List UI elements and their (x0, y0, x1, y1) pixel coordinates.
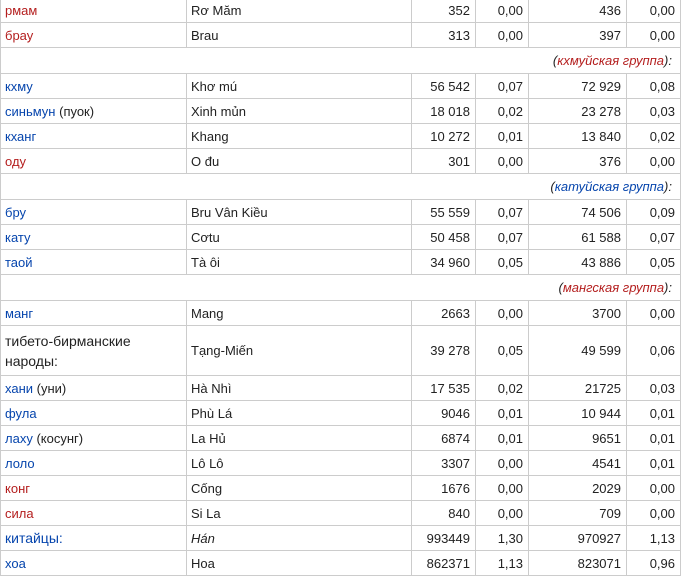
vietnamese-name-cell: Phù Lá (187, 401, 412, 426)
population-2009-cell: 3700 (529, 301, 627, 326)
percent-1999-cell: 0,05 (476, 250, 529, 275)
population-1999-cell: 9046 (412, 401, 476, 426)
population-1999-cell: 840 (412, 501, 476, 526)
table-row (1, 124, 681, 149)
group-header-cell (1, 48, 681, 74)
people-name-cell (1, 99, 187, 124)
population-2009-cell: 970927 (529, 526, 627, 551)
population-1999-cell: 10 272 (412, 124, 476, 149)
population-1999-cell: 39 278 (412, 326, 476, 376)
population-2009-cell: 74 506 (529, 200, 627, 225)
population-1999-cell: 6874 (412, 426, 476, 451)
percent-2009-cell: 0,00 (627, 476, 681, 501)
population-2009-cell: 10 944 (529, 401, 627, 426)
population-2009-cell: 397 (529, 23, 627, 48)
people-name-link[interactable]: хани (5, 380, 34, 396)
vietnamese-name-cell: Rơ Măm (187, 0, 412, 23)
population-1999-cell: 56 542 (412, 74, 476, 99)
percent-2009-cell: 0,02 (627, 124, 681, 149)
percent-2009-cell: 0,00 (627, 23, 681, 48)
population-2009-cell: 823071 (529, 551, 627, 576)
group-name-link[interactable]: кхмуйская группа (557, 53, 665, 68)
population-1999-cell: 34 960 (412, 250, 476, 275)
table-row (1, 401, 681, 426)
percent-2009-cell: 0,01 (627, 451, 681, 476)
percent-1999-cell: 0,00 (476, 301, 529, 326)
vietnamese-name-cell: Hoa (187, 551, 412, 576)
percent-2009-cell: 0,03 (627, 99, 681, 124)
population-1999-cell: 18 018 (412, 99, 476, 124)
population-2009-cell: 709 (529, 501, 627, 526)
vietnamese-name-cell: Si La (187, 501, 412, 526)
group-paren-close: ): (664, 53, 672, 68)
vietnamese-name-cell: Cống (187, 476, 412, 501)
population-2009-cell: 13 840 (529, 124, 627, 149)
vietnamese-name-cell: Lô Lô (187, 451, 412, 476)
people-name-link[interactable]: брау (5, 27, 34, 43)
table-row (1, 551, 681, 576)
people-name-link[interactable]: кхму (5, 78, 33, 94)
people-name-link[interactable]: лаху (5, 430, 33, 446)
population-1999-cell: 3307 (412, 451, 476, 476)
table-row (1, 149, 681, 174)
alt-name-note: (уни) (36, 380, 67, 396)
people-name-cell (1, 74, 187, 99)
group-header-row (1, 275, 681, 301)
percent-1999-cell: 0,07 (476, 200, 529, 225)
percent-1999-cell: 0,00 (476, 23, 529, 48)
vietnamese-name-cell: Xinh mủn (187, 99, 412, 124)
population-2009-cell: 436 (529, 0, 627, 23)
table-row (1, 476, 681, 501)
table-row (1, 376, 681, 401)
table-row (1, 225, 681, 250)
table-row (1, 200, 681, 225)
percent-2009-cell: 0,03 (627, 376, 681, 401)
group-paren-open: ( (558, 280, 563, 295)
vietnamese-name-cell: Brau (187, 23, 412, 48)
people-name-link[interactable]: сила (5, 505, 34, 521)
percent-1999-cell: 0,02 (476, 99, 529, 124)
vietnamese-name-cell: Tạng-Miến (187, 326, 412, 376)
alt-name-note: (пуок) (59, 103, 95, 119)
table-body (1, 0, 681, 576)
table-row (1, 451, 681, 476)
population-2009-cell: 72 929 (529, 74, 627, 99)
people-name-link[interactable]: кханг (5, 128, 37, 144)
people-name-link[interactable]: хоа (5, 555, 26, 571)
people-name-cell (1, 476, 187, 501)
table-row (1, 426, 681, 451)
people-name-cell (1, 526, 187, 551)
people-name-link[interactable]: бру (5, 204, 27, 220)
group-paren-close: ): (664, 179, 672, 194)
percent-2009-cell: 0,06 (627, 326, 681, 376)
group-paren-open: ( (550, 179, 555, 194)
population-2009-cell: 4541 (529, 451, 627, 476)
vietnamese-name-cell: La Hủ (187, 426, 412, 451)
percent-1999-cell: 0,05 (476, 326, 529, 376)
population-1999-cell: 862371 (412, 551, 476, 576)
people-name-cell (1, 200, 187, 225)
people-name-cell (1, 426, 187, 451)
population-1999-cell: 993449 (412, 526, 476, 551)
table-row (1, 74, 681, 99)
group-header-row (1, 174, 681, 200)
people-name-cell (1, 401, 187, 426)
percent-2009-cell: 0,07 (627, 225, 681, 250)
percent-1999-cell: 0,00 (476, 476, 529, 501)
percent-2009-cell: 0,00 (627, 501, 681, 526)
percent-2009-cell: 0,00 (627, 301, 681, 326)
population-1999-cell: 17 535 (412, 376, 476, 401)
percent-1999-cell: 0,00 (476, 451, 529, 476)
people-name-link[interactable]: синьмун (5, 103, 56, 119)
vietnamese-name-cell: Bru Vân Kiều (187, 200, 412, 225)
people-name-link[interactable]: оду (5, 153, 27, 169)
percent-2009-cell: 0,08 (627, 74, 681, 99)
population-2009-cell: 43 886 (529, 250, 627, 275)
population-2009-cell: 49 599 (529, 326, 627, 376)
people-name-link[interactable]: таой (5, 254, 33, 270)
people-name-cell (1, 376, 187, 401)
table-row (1, 301, 681, 326)
people-name-cell (1, 301, 187, 326)
people-name-link[interactable]: китайцы: (5, 530, 63, 546)
population-1999-cell: 55 559 (412, 200, 476, 225)
population-1999-cell: 50 458 (412, 225, 476, 250)
population-2009-cell: 9651 (529, 426, 627, 451)
group-header-row (1, 48, 681, 74)
percent-1999-cell: 0,07 (476, 74, 529, 99)
vietnamese-name-cell: Hà Nhì (187, 376, 412, 401)
percent-1999-cell: 0,00 (476, 149, 529, 174)
group-paren-open: ( (552, 53, 558, 68)
population-2009-cell: 61 588 (529, 225, 627, 250)
people-name-cell (1, 501, 187, 526)
people-name-cell (1, 149, 187, 174)
group-header-cell (1, 275, 681, 301)
people-name-link[interactable]: лоло (5, 455, 35, 471)
percent-2009-cell: 0,09 (627, 200, 681, 225)
percent-2009-cell: 0,01 (627, 401, 681, 426)
percent-2009-cell: 1,13 (627, 526, 681, 551)
percent-1999-cell: 0,00 (476, 501, 529, 526)
vietnamese-name-cell: Khơ mú (187, 74, 412, 99)
people-name-link[interactable]: фула (5, 405, 37, 421)
people-name-link[interactable]: кату (5, 229, 31, 245)
population-1999-cell: 2663 (412, 301, 476, 326)
percent-2009-cell: 0,96 (627, 551, 681, 576)
vietnamese-name-cell: Hán (187, 526, 412, 551)
table-row (1, 99, 681, 124)
group-name-link[interactable]: мангская группа (562, 280, 665, 295)
percent-1999-cell: 0,00 (476, 0, 529, 23)
population-2009-cell: 23 278 (529, 99, 627, 124)
vietnamese-name-cell: Tà ôi (187, 250, 412, 275)
percent-2009-cell: 0,01 (627, 426, 681, 451)
percent-1999-cell: 0,01 (476, 124, 529, 149)
population-1999-cell: 1676 (412, 476, 476, 501)
people-name-cell (1, 326, 187, 376)
people-name-cell (1, 250, 187, 275)
alt-name-note: (косунг) (36, 430, 84, 446)
percent-1999-cell: 0,01 (476, 401, 529, 426)
table-row (1, 526, 681, 551)
population-1999-cell: 301 (412, 149, 476, 174)
population-1999-cell: 352 (412, 0, 476, 23)
population-2009-cell: 2029 (529, 476, 627, 501)
family-name-label: тибето-бирманские народы: (5, 332, 131, 369)
people-name-cell (1, 225, 187, 250)
percent-1999-cell: 1,30 (476, 526, 529, 551)
percent-2009-cell: 0,05 (627, 250, 681, 275)
people-name-link[interactable]: рмам (5, 2, 38, 18)
people-name-cell (1, 124, 187, 149)
population-1999-cell: 313 (412, 23, 476, 48)
population-2009-cell: 21725 (529, 376, 627, 401)
percent-1999-cell: 0,02 (476, 376, 529, 401)
table-row (1, 501, 681, 526)
percent-1999-cell: 0,07 (476, 225, 529, 250)
population-2009-cell: 376 (529, 149, 627, 174)
percent-2009-cell: 0,00 (627, 149, 681, 174)
table-row (1, 0, 681, 23)
percent-2009-cell: 0,00 (627, 0, 681, 23)
vietnamese-name-cell: Mang (187, 301, 412, 326)
group-paren-close: ): (664, 280, 672, 295)
percent-1999-cell: 0,01 (476, 426, 529, 451)
table-row (1, 23, 681, 48)
table-row (1, 250, 681, 275)
people-name-link[interactable]: манг (5, 305, 34, 321)
vietnamese-name-cell: Khang (187, 124, 412, 149)
percent-1999-cell: 1,13 (476, 551, 529, 576)
vietnamese-name-cell: Cơtu (187, 225, 412, 250)
people-name-cell (1, 23, 187, 48)
people-name-cell (1, 451, 187, 476)
people-name-link[interactable]: конг (5, 480, 30, 496)
table-row (1, 326, 681, 376)
people-name-cell (1, 0, 187, 23)
group-name-link[interactable]: катуйская группа (554, 179, 665, 194)
vietnamese-name-cell: O đu (187, 149, 412, 174)
group-header-cell (1, 174, 681, 200)
people-name-cell (1, 551, 187, 576)
